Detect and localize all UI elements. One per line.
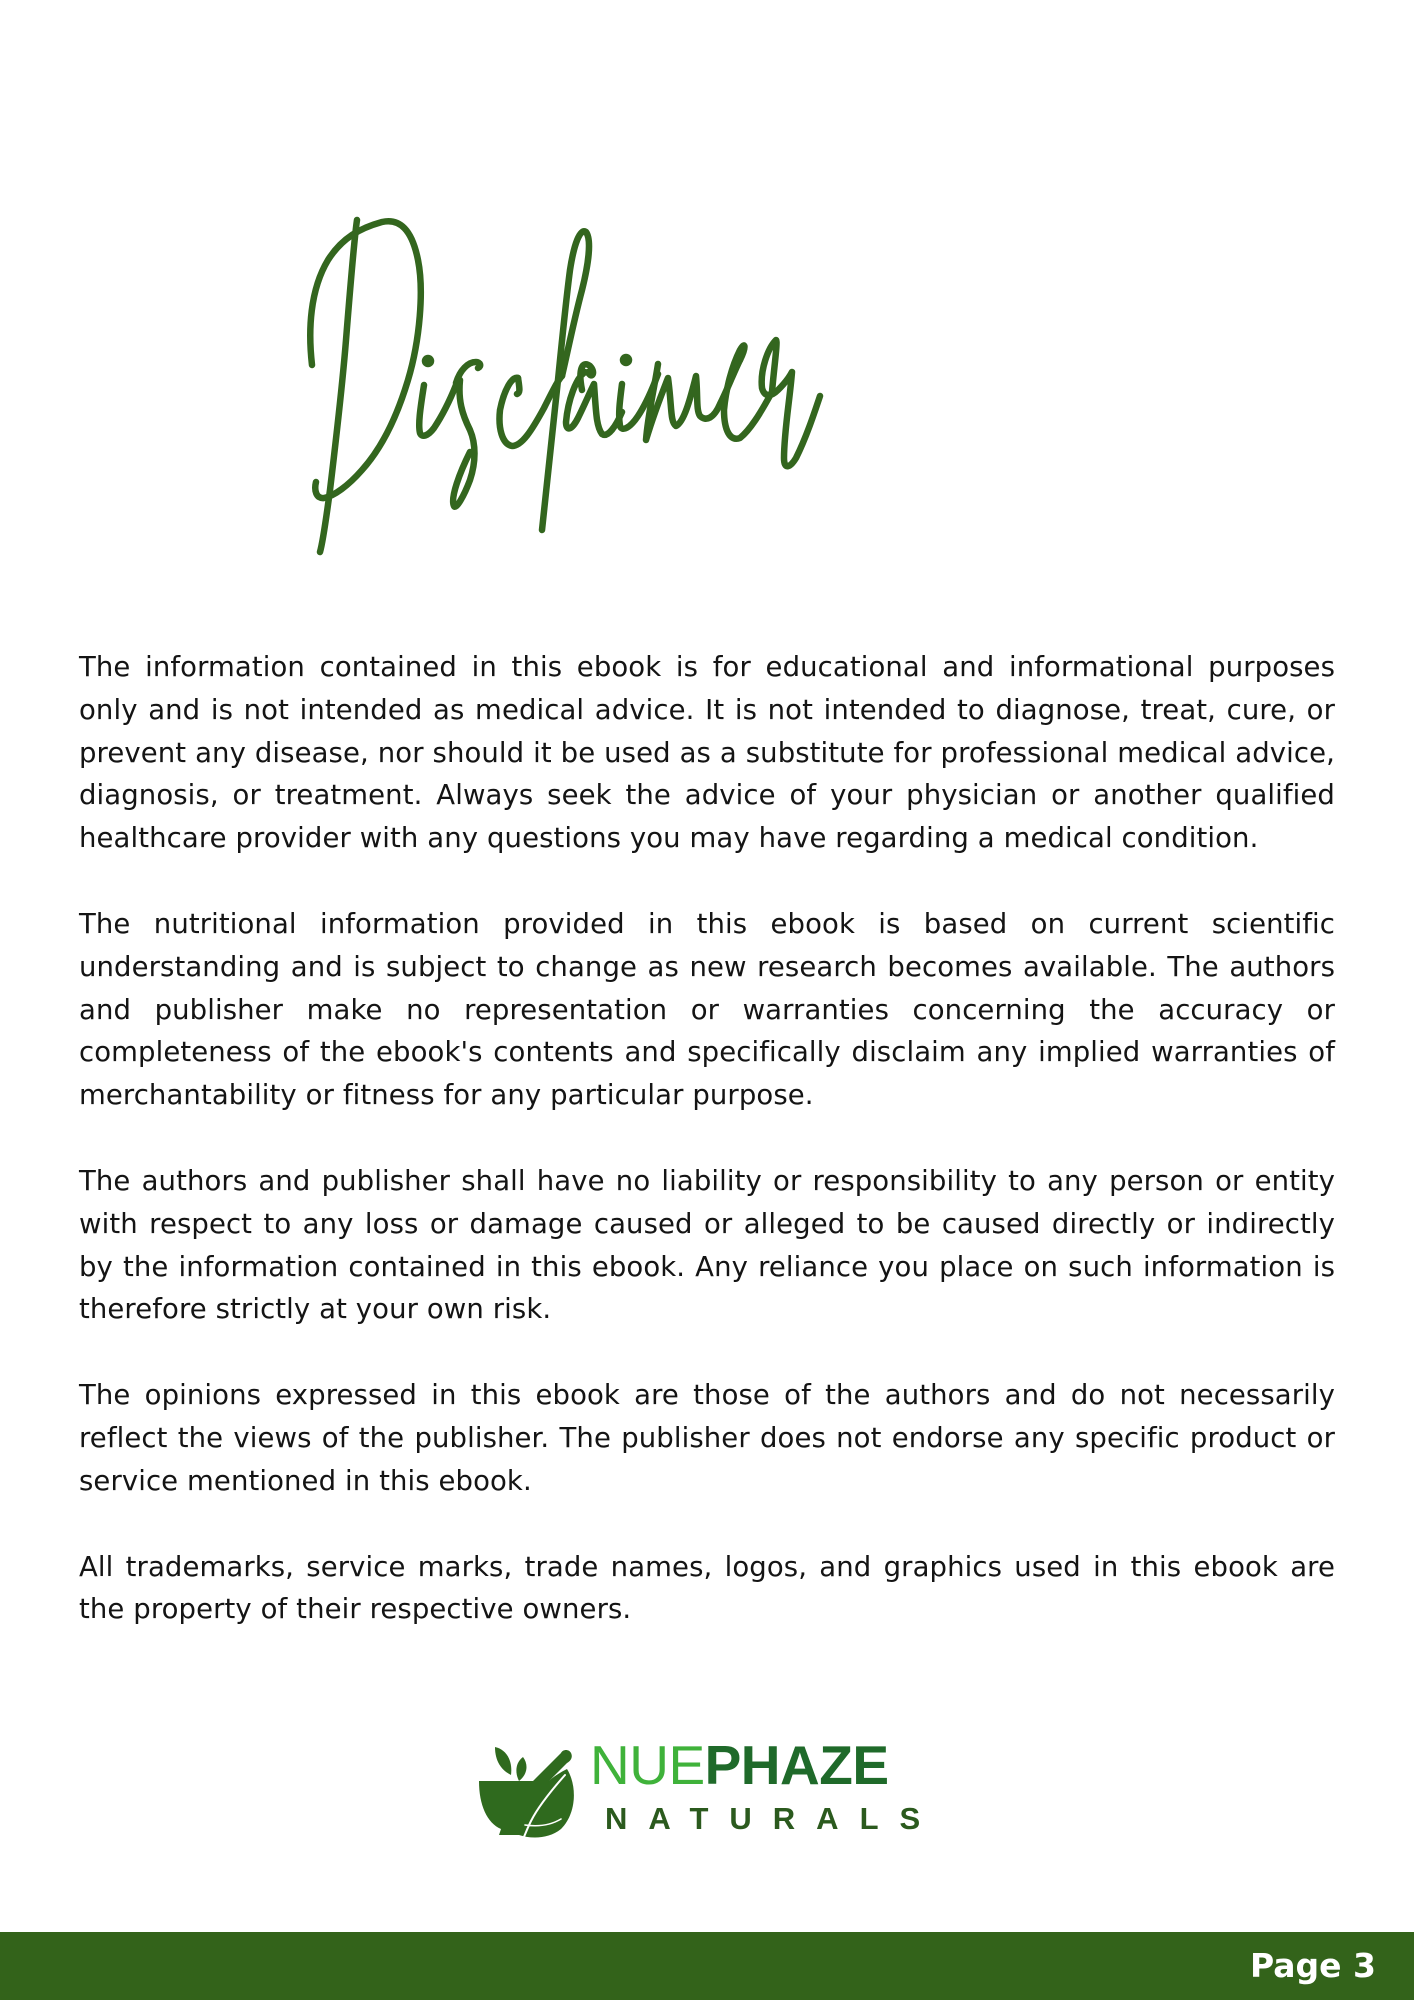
footer-bar: [0, 1932, 1414, 2000]
logo-word-light: NUE: [590, 1734, 705, 1796]
disclaimer-script-title: [300, 200, 1130, 570]
disclaimer-body: [79, 646, 1335, 1674]
disclaimer-paragraph: The nutritional information provided in this ebook is based on current scientific understanding and is subject to change as new research becomes available. The authors and publisher make no representation or warranties concerning the accuracy or completeness of the ebook's contents and specifically disclaim any implied warranties of merchantability or fitness for any particular purpose.: [79, 907, 1335, 1112]
logo-word-bold: PHAZE: [704, 1734, 889, 1796]
brand-logo: [475, 1734, 942, 1845]
page-number: Page 3: [1249, 1946, 1376, 1985]
logo-wordmark: [590, 1735, 889, 1795]
disclaimer-paragraph: The information contained in this ebook is for educational and informational purposes only and is not intended as medical advice. It is not intended to diagnose, treat, cure, or prevent any disease, nor should it be used as a substitute for professional medical advice, diagnosis, or treatment. Always seek the advice of your physician or another qualified healthcare provider with any questions you may have regarding a medical condition.: [79, 651, 1335, 855]
page-title: [300, 200, 1130, 570]
disclaimer-paragraph: All trademarks, service marks, trade names, logos, and graphics used in this ebook are the property of their respective owners.: [79, 1550, 1335, 1626]
disclaimer-paragraph: The opinions expressed in this ebook are those of the authors and do not necessarily reflect the views of the publisher. The publisher does not endorse any specific product or service mentioned in this ebook.: [79, 1379, 1335, 1497]
mortar-pestle-leaf-icon: [475, 1735, 580, 1840]
logo-subtitle: NATURALS: [605, 1801, 942, 1836]
disclaimer-paragraph: The authors and publisher shall have no liability or responsibility to any person or entity with respect to any loss or damage caused or alleged to be caused directly or indirectly by the information contained in this ebook. Any reliance you place on such information is therefore strictly at your own risk.: [79, 1164, 1335, 1326]
